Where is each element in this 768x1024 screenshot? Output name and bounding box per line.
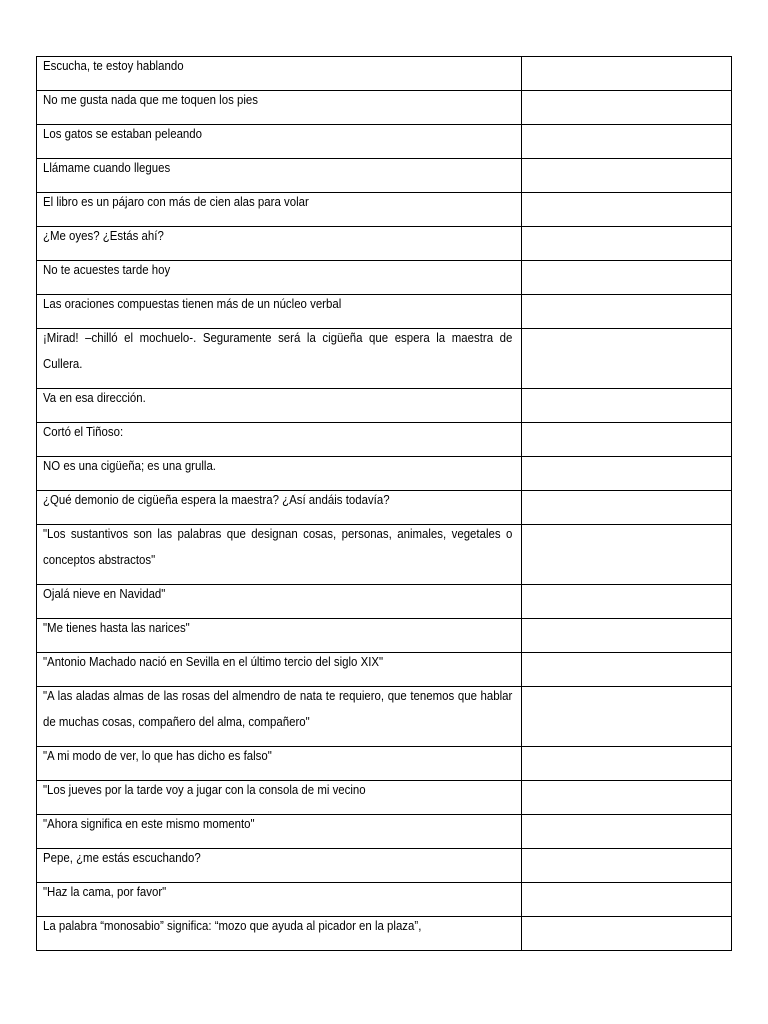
sentence-text: Escucha, te estoy hablando [43, 58, 184, 73]
sentence-text: "Los jueves por la tarde voy a jugar con la consola de mi vecino [43, 782, 366, 797]
sentence-text: Llámame cuando llegues [43, 160, 171, 175]
answer-cell[interactable] [522, 491, 732, 525]
table-row [37, 619, 732, 653]
answer-cell[interactable] [522, 389, 732, 423]
sentence-cell [37, 687, 522, 747]
exercise-table [36, 56, 732, 951]
answer-cell[interactable] [522, 525, 732, 585]
answer-cell[interactable] [522, 883, 732, 917]
sentence-text: Pepe, ¿me estás escuchando? [43, 850, 201, 865]
sentence-cell [37, 193, 522, 227]
sentence-cell [37, 227, 522, 261]
sentence-cell [37, 917, 522, 951]
answer-cell[interactable] [522, 295, 732, 329]
table-row [37, 687, 732, 747]
sentence-cell [37, 619, 522, 653]
table-row [37, 57, 732, 91]
answer-cell[interactable] [522, 653, 732, 687]
sentence-text: El libro es un pájaro con más de cien alas para volar [43, 194, 309, 209]
answer-cell[interactable] [522, 917, 732, 951]
table-row [37, 849, 732, 883]
sentence-text: ¡Mirad! –chilló el mochuelo-. Seguramente será la cigüeña que espera la maestra de Cullera. [43, 330, 513, 371]
sentence-text: Las oraciones compuestas tienen más de un núcleo verbal [43, 296, 342, 311]
sentence-text: No te acuestes tarde hoy [43, 262, 171, 277]
sentence-cell [37, 491, 522, 525]
sentence-cell [37, 585, 522, 619]
sentence-text: "Antonio Machado nació en Sevilla en el último tercio del siglo XIX" [43, 654, 384, 669]
table-row [37, 781, 732, 815]
sentence-cell [37, 125, 522, 159]
exercise-table-body [37, 57, 732, 951]
sentence-text: "Los sustantivos son las palabras que designan cosas, personas, animales, vegetales o conceptos abstractos" [43, 526, 513, 567]
table-row [37, 747, 732, 781]
answer-cell[interactable] [522, 781, 732, 815]
table-row [37, 159, 732, 193]
sentence-text: Va en esa dirección. [43, 390, 146, 405]
answer-cell[interactable] [522, 91, 732, 125]
table-row [37, 91, 732, 125]
sentence-text: "A mi modo de ver, lo que has dicho es falso" [43, 748, 272, 763]
table-row [37, 457, 732, 491]
table-row [37, 261, 732, 295]
sentence-cell [37, 653, 522, 687]
answer-cell[interactable] [522, 585, 732, 619]
sentence-text: ¿Qué demonio de cigüeña espera la maestra? ¿Así andáis todavía? [43, 492, 390, 507]
table-row [37, 227, 732, 261]
sentence-text: ¿Me oyes? ¿Estás ahí? [43, 228, 164, 243]
sentence-text: La palabra “monosabio” significa: “mozo que ayuda al picador en la plaza”, [43, 918, 422, 933]
table-row [37, 585, 732, 619]
sentence-cell [37, 295, 522, 329]
table-row [37, 653, 732, 687]
table-row [37, 423, 732, 457]
sentence-text: "Me tienes hasta las narices" [43, 620, 190, 635]
sentence-cell [37, 423, 522, 457]
answer-cell[interactable] [522, 815, 732, 849]
table-row [37, 917, 732, 951]
answer-cell[interactable] [522, 849, 732, 883]
sentence-cell [37, 57, 522, 91]
sentence-text: "Ahora significa en este mismo momento" [43, 816, 255, 831]
sentence-text: Ojalá nieve en Navidad" [43, 586, 166, 601]
table-row [37, 193, 732, 227]
table-row [37, 389, 732, 423]
sentence-cell [37, 883, 522, 917]
sentence-text: Los gatos se estaban peleando [43, 126, 203, 141]
table-row [37, 815, 732, 849]
sentence-text: NO es una cigüeña; es una grulla. [43, 458, 216, 473]
sentence-cell [37, 389, 522, 423]
answer-cell[interactable] [522, 747, 732, 781]
sentence-text: No me gusta nada que me toquen los pies [43, 92, 258, 107]
sentence-cell [37, 329, 522, 389]
sentence-cell [37, 525, 522, 585]
answer-cell[interactable] [522, 457, 732, 491]
sentence-cell [37, 261, 522, 295]
answer-cell[interactable] [522, 423, 732, 457]
answer-cell[interactable] [522, 687, 732, 747]
table-row [37, 883, 732, 917]
answer-cell[interactable] [522, 125, 732, 159]
table-row [37, 295, 732, 329]
sentence-cell [37, 159, 522, 193]
table-row [37, 125, 732, 159]
answer-cell[interactable] [522, 329, 732, 389]
sentence-cell [37, 849, 522, 883]
sentence-text: "A las aladas almas de las rosas del almendro de nata te requiero, que tenemos que hablar de muchas cosas, compañero del alma, compañero" [43, 688, 513, 729]
answer-cell[interactable] [522, 261, 732, 295]
answer-cell[interactable] [522, 57, 732, 91]
table-row [37, 525, 732, 585]
table-row [37, 491, 732, 525]
table-row [37, 329, 732, 389]
sentence-text: Cortó el Tiñoso: [43, 424, 124, 439]
sentence-cell [37, 91, 522, 125]
sentence-cell [37, 747, 522, 781]
sentence-cell [37, 457, 522, 491]
answer-cell[interactable] [522, 159, 732, 193]
answer-cell[interactable] [522, 227, 732, 261]
sentence-text: "Haz la cama, por favor" [43, 884, 167, 899]
sentence-cell [37, 781, 522, 815]
sentence-cell [37, 815, 522, 849]
answer-cell[interactable] [522, 193, 732, 227]
answer-cell[interactable] [522, 619, 732, 653]
